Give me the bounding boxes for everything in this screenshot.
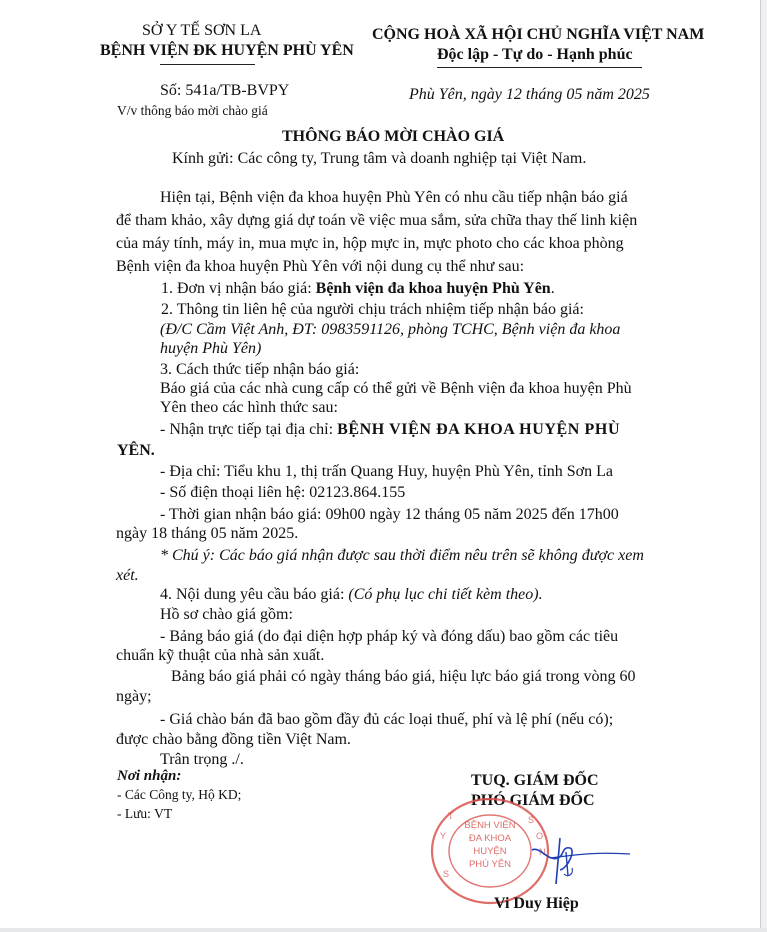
- department-name: SỞ Y TẾ SƠN LA: [142, 22, 262, 39]
- hospital-underline: [160, 64, 255, 65]
- page-bottom-edge: [0, 928, 767, 932]
- intro-line: Hiện tại, Bệnh viện đa khoa huyện Phù Yên có nhu cầu tiếp nhận báo giá: [160, 189, 628, 206]
- time-line: ngày 18 tháng 05 năm 2025.: [116, 525, 299, 542]
- receive-direct-value: BỆNH VIỆN ĐA KHOA HUYỆN PHÙ: [337, 421, 621, 438]
- dossier-heading: Hồ sơ chào giá gồm:: [160, 606, 293, 623]
- stamp-inner-text: [450, 819, 530, 871]
- item-3-text: Báo giá của các nhà cung cấp có thể gửi về Bệnh viện đa khoa huyện Phù: [160, 380, 632, 397]
- item-2: 2. Thông tin liên hệ của người chịu trách nhiệm tiếp nhận báo giá:: [161, 301, 584, 318]
- receive-direct: [160, 421, 620, 439]
- item-1-end: .: [550, 280, 555, 297]
- item-2-detail: huyện Phù Yên): [160, 340, 262, 357]
- address-line: - Địa chỉ: Tiểu khu 1, thị trấn Quang Huy, huyện Phù Yên, tỉnh Sơn La: [160, 463, 614, 480]
- handwritten-signature: [520, 828, 640, 888]
- page-title: THÔNG BÁO MỜI CHÀO GIÁ: [282, 128, 505, 145]
- receive-direct-value-cont: YÊN.: [117, 442, 155, 459]
- motto-underline: [437, 67, 642, 68]
- item-3: 3. Cách thức tiếp nhận báo giá:: [160, 361, 360, 378]
- document-number: Số: 541a/TB-BVPY: [160, 82, 290, 99]
- note-line: xét.: [116, 567, 139, 584]
- item-1-label: 1. Đơn vị nhận báo giá:: [161, 280, 316, 297]
- hospital-name: BỆNH VIỆN ĐK HUYỆN PHÙ YÊN: [100, 42, 354, 59]
- item-1: [161, 280, 555, 298]
- recipients-label: Nơi nhận:: [117, 768, 182, 784]
- stamp-line: HUYỆN: [473, 846, 507, 857]
- intro-line: Bệnh viện đa khoa huyện Phù Yên với nội dung cụ thể như sau:: [116, 258, 525, 275]
- phone-line: - Số điện thoại liên hệ: 02123.864.155: [160, 484, 406, 501]
- time-line: - Thời gian nhận báo giá: 09h00 ngày 12 tháng 05 năm 2025 đến 17h00: [160, 506, 619, 523]
- receive-direct-label: - Nhận trực tiếp tại địa chỉ:: [160, 421, 338, 438]
- country-name: CỘNG HOÀ XÃ HỘI CHỦ NGHĨA VIỆT NAM: [372, 26, 705, 43]
- intro-line: để tham khảo, xây dựng giá dự toán về việc mua sắm, sửa chữa thay thế linh kiện: [116, 212, 638, 229]
- item-1-value: Bệnh viện đa khoa huyện Phù Yên: [315, 280, 551, 297]
- svg-text:T: T: [448, 811, 454, 821]
- stamp-line: BỆNH VIỆN: [464, 820, 516, 831]
- item-4-label: 4. Nội dung yêu cầu báo giá:: [160, 586, 349, 603]
- recipients-item: - Các Công ty, Hộ KD;: [117, 787, 242, 802]
- signer-name: Vi Duy Hiệp: [494, 895, 579, 912]
- svg-text:N: N: [539, 847, 546, 857]
- intro-line: của máy tính, máy in, mua mực in, hộp mực in, mực photo cho các khoa phòng: [116, 235, 624, 252]
- dossier-item: chuẩn kỹ thuật của nhà sản xuất.: [116, 647, 325, 664]
- signature-authority: TUQ. GIÁM ĐỐC: [471, 772, 599, 789]
- item-2-detail: (Đ/C Cầm Việt Anh, ĐT: 0983591126, phòng TCHC, Bệnh viện đa khoa: [160, 321, 621, 338]
- svg-text:Y: Y: [440, 831, 447, 841]
- item-4-value: (Có phụ lục chi tiết kèm theo).: [348, 586, 543, 603]
- dossier-item: - Bảng báo giá (do đại diện hợp pháp ký và đóng dấu) bao gồm các tiêu: [160, 628, 619, 645]
- svg-text:O: O: [536, 831, 544, 841]
- closing-line: Trân trọng ./.: [160, 751, 244, 768]
- dossier-item: - Giá chào bán đã bao gồm đầy đủ các loại thuế, phí và lệ phí (nếu có);: [160, 711, 614, 728]
- note-line: * Chú ý: Các báo giá nhận được sau thời điểm nêu trên sẽ không được xem: [160, 547, 644, 564]
- recipient-line: Kính gửi: Các công ty, Trung tâm và doanh nghiệp tại Việt Nam.: [172, 150, 587, 167]
- national-motto: Độc lập - Tự do - Hạnh phúc: [437, 46, 633, 63]
- signature-title: PHÓ GIÁM ĐỐC: [471, 792, 595, 809]
- item-4: [160, 586, 543, 604]
- document-subject: V/v thông báo mời chào giá: [117, 103, 268, 118]
- recipients-item: - Lưu: VT: [117, 806, 173, 821]
- dossier-item: ngày;: [116, 688, 152, 705]
- svg-text:S: S: [443, 869, 450, 879]
- stamp-line: PHÙ YÊN: [468, 859, 512, 870]
- svg-text:S: S: [528, 815, 535, 825]
- stamp-line: ĐA KHOA: [468, 833, 512, 844]
- scroll-edge: [760, 0, 767, 932]
- dossier-item: được chào bằng đồng tiền Việt Nam.: [116, 731, 351, 748]
- dossier-item: Bảng báo giá phải có ngày tháng báo giá, hiệu lực báo giá trong vòng 60: [171, 668, 636, 685]
- item-3-text: Yên theo các hình thức sau:: [160, 399, 338, 416]
- place-date: Phù Yên, ngày 12 tháng 05 năm 2025: [409, 86, 650, 103]
